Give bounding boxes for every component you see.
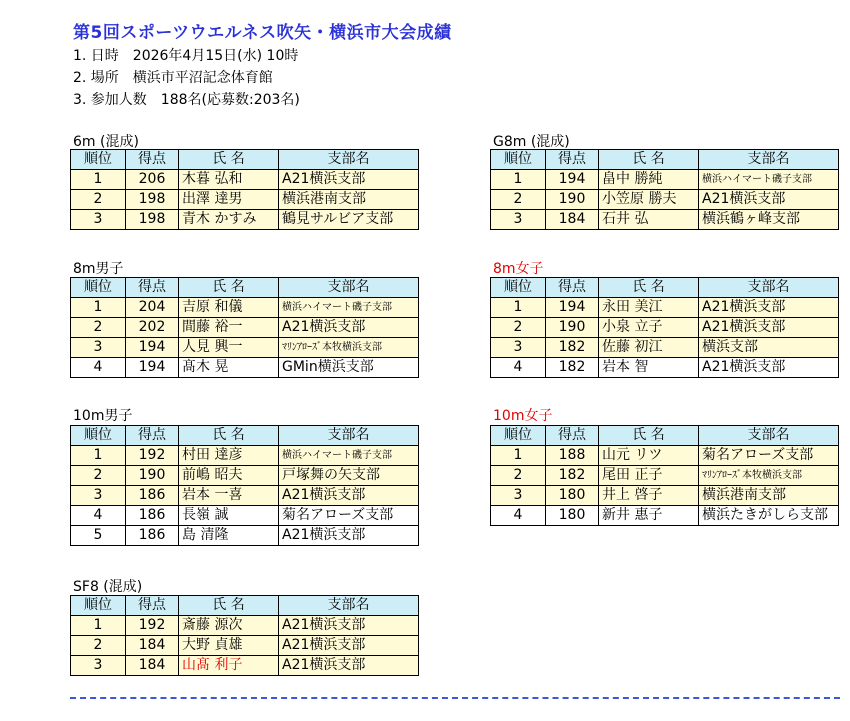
branch-cell: ﾏﾘﾝｱﾛｰｽﾞ本牧横浜支部 xyxy=(279,338,419,358)
name-cell: 前嶋 昭夫 xyxy=(179,466,279,486)
rank-cell: 3 xyxy=(71,486,126,506)
branch-cell: A21横浜支部 xyxy=(279,616,419,636)
header-branch: 支部名 xyxy=(279,596,419,616)
score-cell: 194 xyxy=(546,298,599,318)
branch-cell: 横浜支部 xyxy=(699,338,839,358)
branch-cell: A21横浜支部 xyxy=(699,298,839,318)
score-cell: 186 xyxy=(126,506,179,526)
name-cell: 山元 リツ xyxy=(599,446,699,466)
header-score: 得点 xyxy=(546,150,599,170)
table-row xyxy=(71,338,419,358)
rank-cell: 4 xyxy=(71,358,126,378)
branch-cell: A21横浜支部 xyxy=(279,170,419,190)
header-branch: 支部名 xyxy=(699,278,839,298)
rank-cell: 2 xyxy=(491,318,546,338)
score-cell: 198 xyxy=(126,210,179,230)
section-title-8m-women: 8m女子 xyxy=(493,261,544,277)
rank-cell: 1 xyxy=(491,170,546,190)
score-cell: 190 xyxy=(546,318,599,338)
branch-cell: A21横浜支部 xyxy=(699,358,839,378)
section-title-g8m: G8m (混成) xyxy=(493,134,570,150)
header-score: 得点 xyxy=(126,596,179,616)
header-score: 得点 xyxy=(546,426,599,446)
table-row xyxy=(491,298,839,318)
header-branch: 支部名 xyxy=(279,426,419,446)
table-header xyxy=(71,426,419,446)
score-cell: 202 xyxy=(126,318,179,338)
name-cell: 永田 美江 xyxy=(599,298,699,318)
table-row xyxy=(491,466,839,486)
header-rank: 順位 xyxy=(491,278,546,298)
score-cell: 190 xyxy=(546,190,599,210)
rank-cell: 1 xyxy=(491,446,546,466)
score-cell: 182 xyxy=(546,338,599,358)
name-cell: 畠中 勝純 xyxy=(599,170,699,190)
rank-cell: 1 xyxy=(71,170,126,190)
table-row xyxy=(71,210,419,230)
rank-cell: 3 xyxy=(71,210,126,230)
table-row xyxy=(71,486,419,506)
header-rank: 順位 xyxy=(71,426,126,446)
branch-cell: A21横浜支部 xyxy=(279,526,419,546)
score-cell: 194 xyxy=(126,358,179,378)
score-cell: 182 xyxy=(546,466,599,486)
rank-cell: 2 xyxy=(71,636,126,656)
results-table-10m-men xyxy=(70,425,419,546)
table-header xyxy=(71,150,419,170)
table-header xyxy=(71,278,419,298)
rank-cell: 5 xyxy=(71,526,126,546)
header-score: 得点 xyxy=(126,278,179,298)
name-cell: 石井 弘 xyxy=(599,210,699,230)
rank-cell: 1 xyxy=(491,298,546,318)
branch-cell: 横浜ハイマート磯子支部 xyxy=(279,446,419,466)
header-rank: 順位 xyxy=(71,596,126,616)
score-cell: 184 xyxy=(546,210,599,230)
header-name: 氏 名 xyxy=(179,426,279,446)
name-cell: 井上 啓子 xyxy=(599,486,699,506)
header-name: 氏 名 xyxy=(179,596,279,616)
table-row xyxy=(71,298,419,318)
name-cell: 新井 惠子 xyxy=(599,506,699,526)
name-cell: 吉原 和儀 xyxy=(179,298,279,318)
name-cell: 尾田 正子 xyxy=(599,466,699,486)
header-name: 氏 名 xyxy=(179,278,279,298)
section-title-10m-men: 10m男子 xyxy=(73,408,133,424)
section-title-10m-women: 10m女子 xyxy=(493,408,553,424)
score-cell: 194 xyxy=(546,170,599,190)
name-cell: 青木 かすみ xyxy=(179,210,279,230)
results-table-8m-men xyxy=(70,277,419,378)
table-row xyxy=(491,486,839,506)
rank-cell: 2 xyxy=(71,190,126,210)
table-row xyxy=(491,190,839,210)
rank-cell: 4 xyxy=(71,506,126,526)
branch-cell: 横浜港南支部 xyxy=(279,190,419,210)
rank-cell: 1 xyxy=(71,298,126,318)
score-cell: 184 xyxy=(126,636,179,656)
branch-cell: A21横浜支部 xyxy=(279,636,419,656)
header-score: 得点 xyxy=(126,426,179,446)
header-score: 得点 xyxy=(126,150,179,170)
table-row xyxy=(491,318,839,338)
branch-cell: 横浜鶴ヶ峰支部 xyxy=(699,210,839,230)
table-row xyxy=(491,170,839,190)
branch-cell: 菊名アローズ支部 xyxy=(279,506,419,526)
branch-cell: 菊名アローズ支部 xyxy=(699,446,839,466)
name-cell: 山髙 利子 xyxy=(179,656,279,676)
table-row xyxy=(71,616,419,636)
table-row xyxy=(71,358,419,378)
header-name: 氏 名 xyxy=(599,150,699,170)
header-branch: 支部名 xyxy=(699,150,839,170)
table-row xyxy=(71,170,419,190)
header-score: 得点 xyxy=(546,278,599,298)
rank-cell: 2 xyxy=(491,466,546,486)
rank-cell: 3 xyxy=(71,656,126,676)
rank-cell: 1 xyxy=(71,616,126,636)
score-cell: 186 xyxy=(126,486,179,506)
score-cell: 192 xyxy=(126,446,179,466)
table-row xyxy=(491,358,839,378)
rank-cell: 3 xyxy=(71,338,126,358)
name-cell: 人見 興一 xyxy=(179,338,279,358)
name-cell: 島 清隆 xyxy=(179,526,279,546)
score-cell: 190 xyxy=(126,466,179,486)
branch-cell: 戸塚舞の矢支部 xyxy=(279,466,419,486)
section-title-8m-men: 8m男子 xyxy=(73,261,124,277)
name-cell: 岩本 智 xyxy=(599,358,699,378)
header-rank: 順位 xyxy=(71,150,126,170)
table-row xyxy=(71,190,419,210)
header-branch: 支部名 xyxy=(279,150,419,170)
name-cell: 長嶺 誠 xyxy=(179,506,279,526)
name-cell: 佐藤 初江 xyxy=(599,338,699,358)
rank-cell: 3 xyxy=(491,210,546,230)
name-cell: 小泉 立子 xyxy=(599,318,699,338)
rank-cell: 4 xyxy=(491,506,546,526)
rank-cell: 2 xyxy=(71,318,126,338)
section-title-6m: 6m (混成) xyxy=(73,134,139,150)
table-row xyxy=(71,656,419,676)
info-participants: 3. 参加人数 188名(応募数:203名) xyxy=(73,92,300,108)
branch-cell: ﾏﾘﾝｱﾛｰｽﾞ本牧横浜支部 xyxy=(699,466,839,486)
name-cell: 木暮 弘和 xyxy=(179,170,279,190)
results-table-sf8 xyxy=(70,595,419,676)
table-header xyxy=(491,150,839,170)
score-cell: 180 xyxy=(546,486,599,506)
branch-cell: A21横浜支部 xyxy=(279,318,419,338)
section-title-sf8: SF8 (混成) xyxy=(73,579,143,595)
rank-cell: 3 xyxy=(491,338,546,358)
name-cell: 間藤 裕一 xyxy=(179,318,279,338)
results-table-8m-women xyxy=(490,277,839,378)
score-cell: 206 xyxy=(126,170,179,190)
rank-cell: 1 xyxy=(71,446,126,466)
results-table-10m-women xyxy=(490,425,839,526)
header-name: 氏 名 xyxy=(599,278,699,298)
header-branch: 支部名 xyxy=(699,426,839,446)
results-table-g8m xyxy=(490,149,839,230)
header-branch: 支部名 xyxy=(279,278,419,298)
table-row xyxy=(491,506,839,526)
table-header xyxy=(491,426,839,446)
branch-cell: 横浜たきがしら支部 xyxy=(699,506,839,526)
score-cell: 186 xyxy=(126,526,179,546)
branch-cell: 横浜ハイマート磯子支部 xyxy=(699,170,839,190)
name-cell: 出澤 達男 xyxy=(179,190,279,210)
rank-cell: 2 xyxy=(71,466,126,486)
info-datetime: 1. 日時 2026年4月15日(水) 10時 xyxy=(73,48,299,64)
name-cell: 岩本 一喜 xyxy=(179,486,279,506)
branch-cell: A21横浜支部 xyxy=(699,318,839,338)
results-table-6m xyxy=(70,149,419,230)
name-cell: 斎藤 源次 xyxy=(179,616,279,636)
rank-cell: 4 xyxy=(491,358,546,378)
table-row xyxy=(71,506,419,526)
score-cell: 194 xyxy=(126,338,179,358)
branch-cell: 鶴見サルビア支部 xyxy=(279,210,419,230)
header-name: 氏 名 xyxy=(599,426,699,446)
header-rank: 順位 xyxy=(491,426,546,446)
header-name: 氏 名 xyxy=(179,150,279,170)
table-header xyxy=(491,278,839,298)
page-title: 第5回スポーツウエルネス吹矢・横浜市大会成績 xyxy=(73,23,452,43)
table-row xyxy=(491,338,839,358)
footer-divider xyxy=(70,697,840,699)
score-cell: 182 xyxy=(546,358,599,378)
table-header xyxy=(71,596,419,616)
score-cell: 188 xyxy=(546,446,599,466)
rank-cell: 2 xyxy=(491,190,546,210)
branch-cell: 横浜ハイマート磯子支部 xyxy=(279,298,419,318)
branch-cell: A21横浜支部 xyxy=(279,656,419,676)
rank-cell: 3 xyxy=(491,486,546,506)
score-cell: 204 xyxy=(126,298,179,318)
score-cell: 198 xyxy=(126,190,179,210)
branch-cell: GMin横浜支部 xyxy=(279,358,419,378)
score-cell: 184 xyxy=(126,656,179,676)
branch-cell: A21横浜支部 xyxy=(279,486,419,506)
table-row xyxy=(71,466,419,486)
name-cell: 小笠原 勝夫 xyxy=(599,190,699,210)
name-cell: 村田 達彦 xyxy=(179,446,279,466)
name-cell: 大野 貞雄 xyxy=(179,636,279,656)
table-row xyxy=(71,318,419,338)
table-row xyxy=(71,526,419,546)
table-row xyxy=(71,636,419,656)
score-cell: 180 xyxy=(546,506,599,526)
header-rank: 順位 xyxy=(491,150,546,170)
table-row xyxy=(71,446,419,466)
name-cell: 髙木 晃 xyxy=(179,358,279,378)
score-cell: 192 xyxy=(126,616,179,636)
table-row xyxy=(491,446,839,466)
info-venue: 2. 場所 横浜市平沼記念体育館 xyxy=(73,70,273,86)
branch-cell: 横浜港南支部 xyxy=(699,486,839,506)
header-rank: 順位 xyxy=(71,278,126,298)
table-row xyxy=(491,210,839,230)
branch-cell: A21横浜支部 xyxy=(699,190,839,210)
